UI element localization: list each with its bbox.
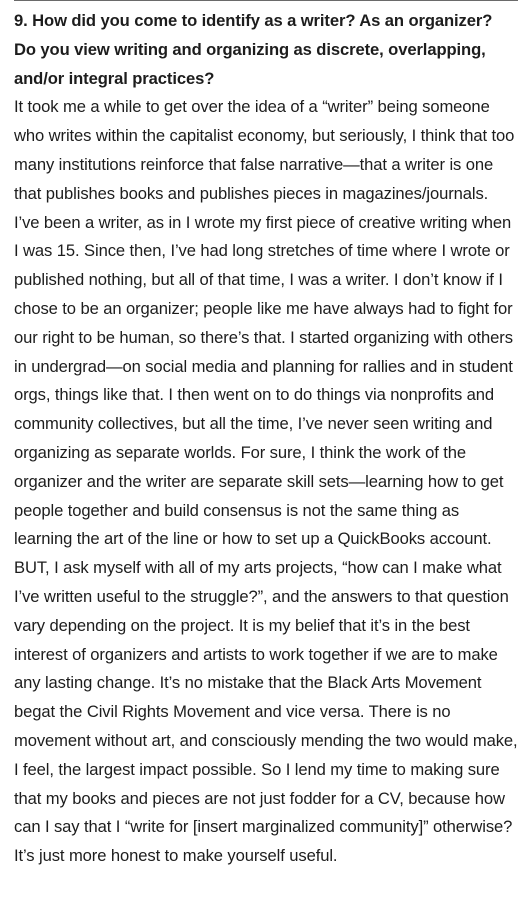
top-divider bbox=[14, 0, 518, 1]
question-heading: 9. How did you come to identify as a writer? As an organizer? Do you view writing and organizing as discrete, overlapping, and/or integral practices? bbox=[14, 11, 493, 88]
answer-paragraph: It took me a while to get over the idea of a “writer” being someone who writes within the capitalist economy, but seriously, I think that too many institutions reinforce that false narrative—that a writer is one that publishes books and publishes pieces in magazines/journals. I’ve been a writer, as in I wrote my first piece of creative writing when I was 15. Since then, I’ve had long stretches of time where I wrote or published nothing, but all of that time, I was a writer. I don’t know if I chose to be an organizer; people like me have always had to fight for our right to be human, so there’s that. I started organizing with others in undergrad—on social media and planning for rallies and in student orgs, things like that. I then went on to do things via nonprofits and community collectives, but all the time, I’ve never seen writing and organizing as separate worlds. For sure, I think the work of the organizer and the writer are separate skill sets—learning how to get people together and build consensus is not the same thing as learning the art of the line or how to set up a QuickBooks account. BUT, I ask myself with all of my arts projects, “how can I make what I’ve written useful to the struggle?”, and the answers to that question vary depending on the project. It is my belief that it’s in the best interest of organizers and artists to work together if we are to make any lasting change. It’s no mistake that the Black Arts Movement begat the Civil Rights Movement and vice versa. There is no movement without art, and consciously mending the two would make, I feel, the largest impact possible. So I lend my time to making sure that my books and pieces are not just fodder for a CV, because how can I say that I “write for [insert marginalized community]” otherwise? It’s just more honest to make yourself useful. bbox=[14, 97, 518, 866]
interview-entry bbox=[14, 7, 518, 871]
